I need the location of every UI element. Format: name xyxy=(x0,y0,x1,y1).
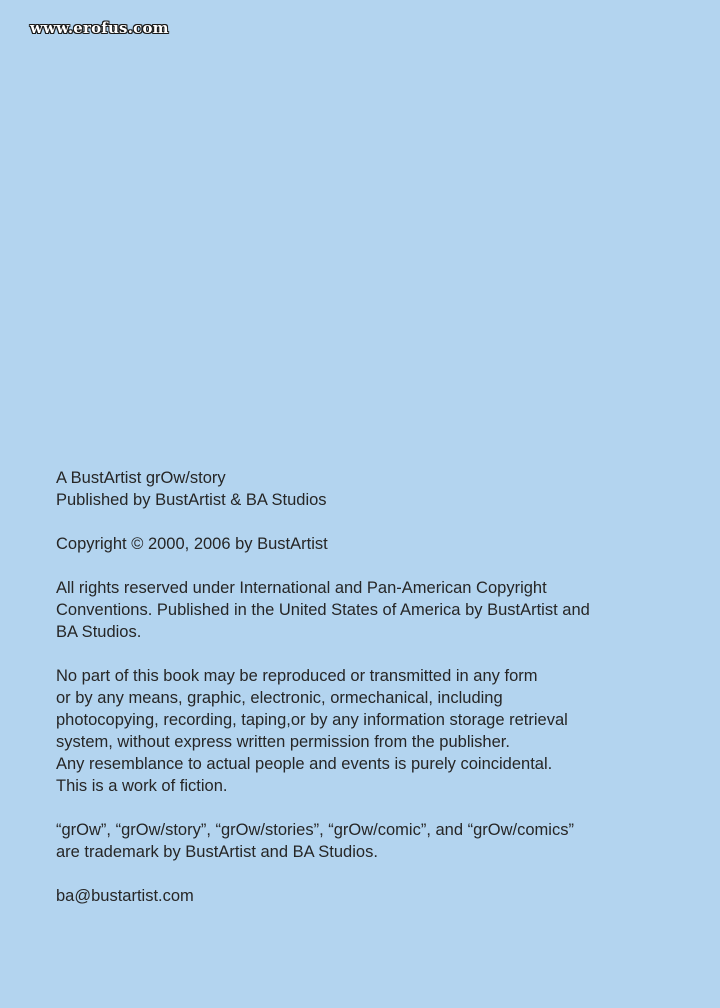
trademark-line: “grOw”, “grOw/story”, “grOw/stories”, “grOw/comic”, and “grOw/comics” xyxy=(56,821,574,839)
credits-text xyxy=(56,467,676,907)
title-line: A BustArtist grOw/story xyxy=(56,469,226,487)
rights-line: All rights reserved under International and Pan-American Copyright xyxy=(56,579,547,597)
copyright-block xyxy=(56,533,676,555)
title-block xyxy=(56,467,676,511)
disclaimer-line: photocopying, recording, taping,or by any information storage retrieval xyxy=(56,711,568,729)
rights-line: BA Studios. xyxy=(56,623,142,641)
trademark-line: are trademark by BustArtist and BA Studios. xyxy=(56,843,378,861)
rights-block xyxy=(56,577,676,643)
disclaimer-line: system, without express written permission from the publisher. xyxy=(56,733,510,751)
watermark-logo: www.erofus.com xyxy=(30,19,169,37)
trademark-block xyxy=(56,819,676,863)
contact-email: ba@bustartist.com xyxy=(56,887,194,905)
publisher-line: Published by BustArtist & BA Studios xyxy=(56,491,327,509)
disclaimer-line: No part of this book may be reproduced or transmitted in any form xyxy=(56,667,538,685)
disclaimer-line: or by any means, graphic, electronic, ormechanical, including xyxy=(56,689,503,707)
copyright-line: Copyright © 2000, 2006 by BustArtist xyxy=(56,535,328,553)
disclaimer-line: Any resemblance to actual people and events is purely coincidental. xyxy=(56,755,553,773)
disclaimer-line: This is a work of fiction. xyxy=(56,777,228,795)
rights-line: Conventions. Published in the United States of America by BustArtist and xyxy=(56,601,590,619)
email-block xyxy=(56,885,676,907)
disclaimer-block xyxy=(56,665,676,797)
